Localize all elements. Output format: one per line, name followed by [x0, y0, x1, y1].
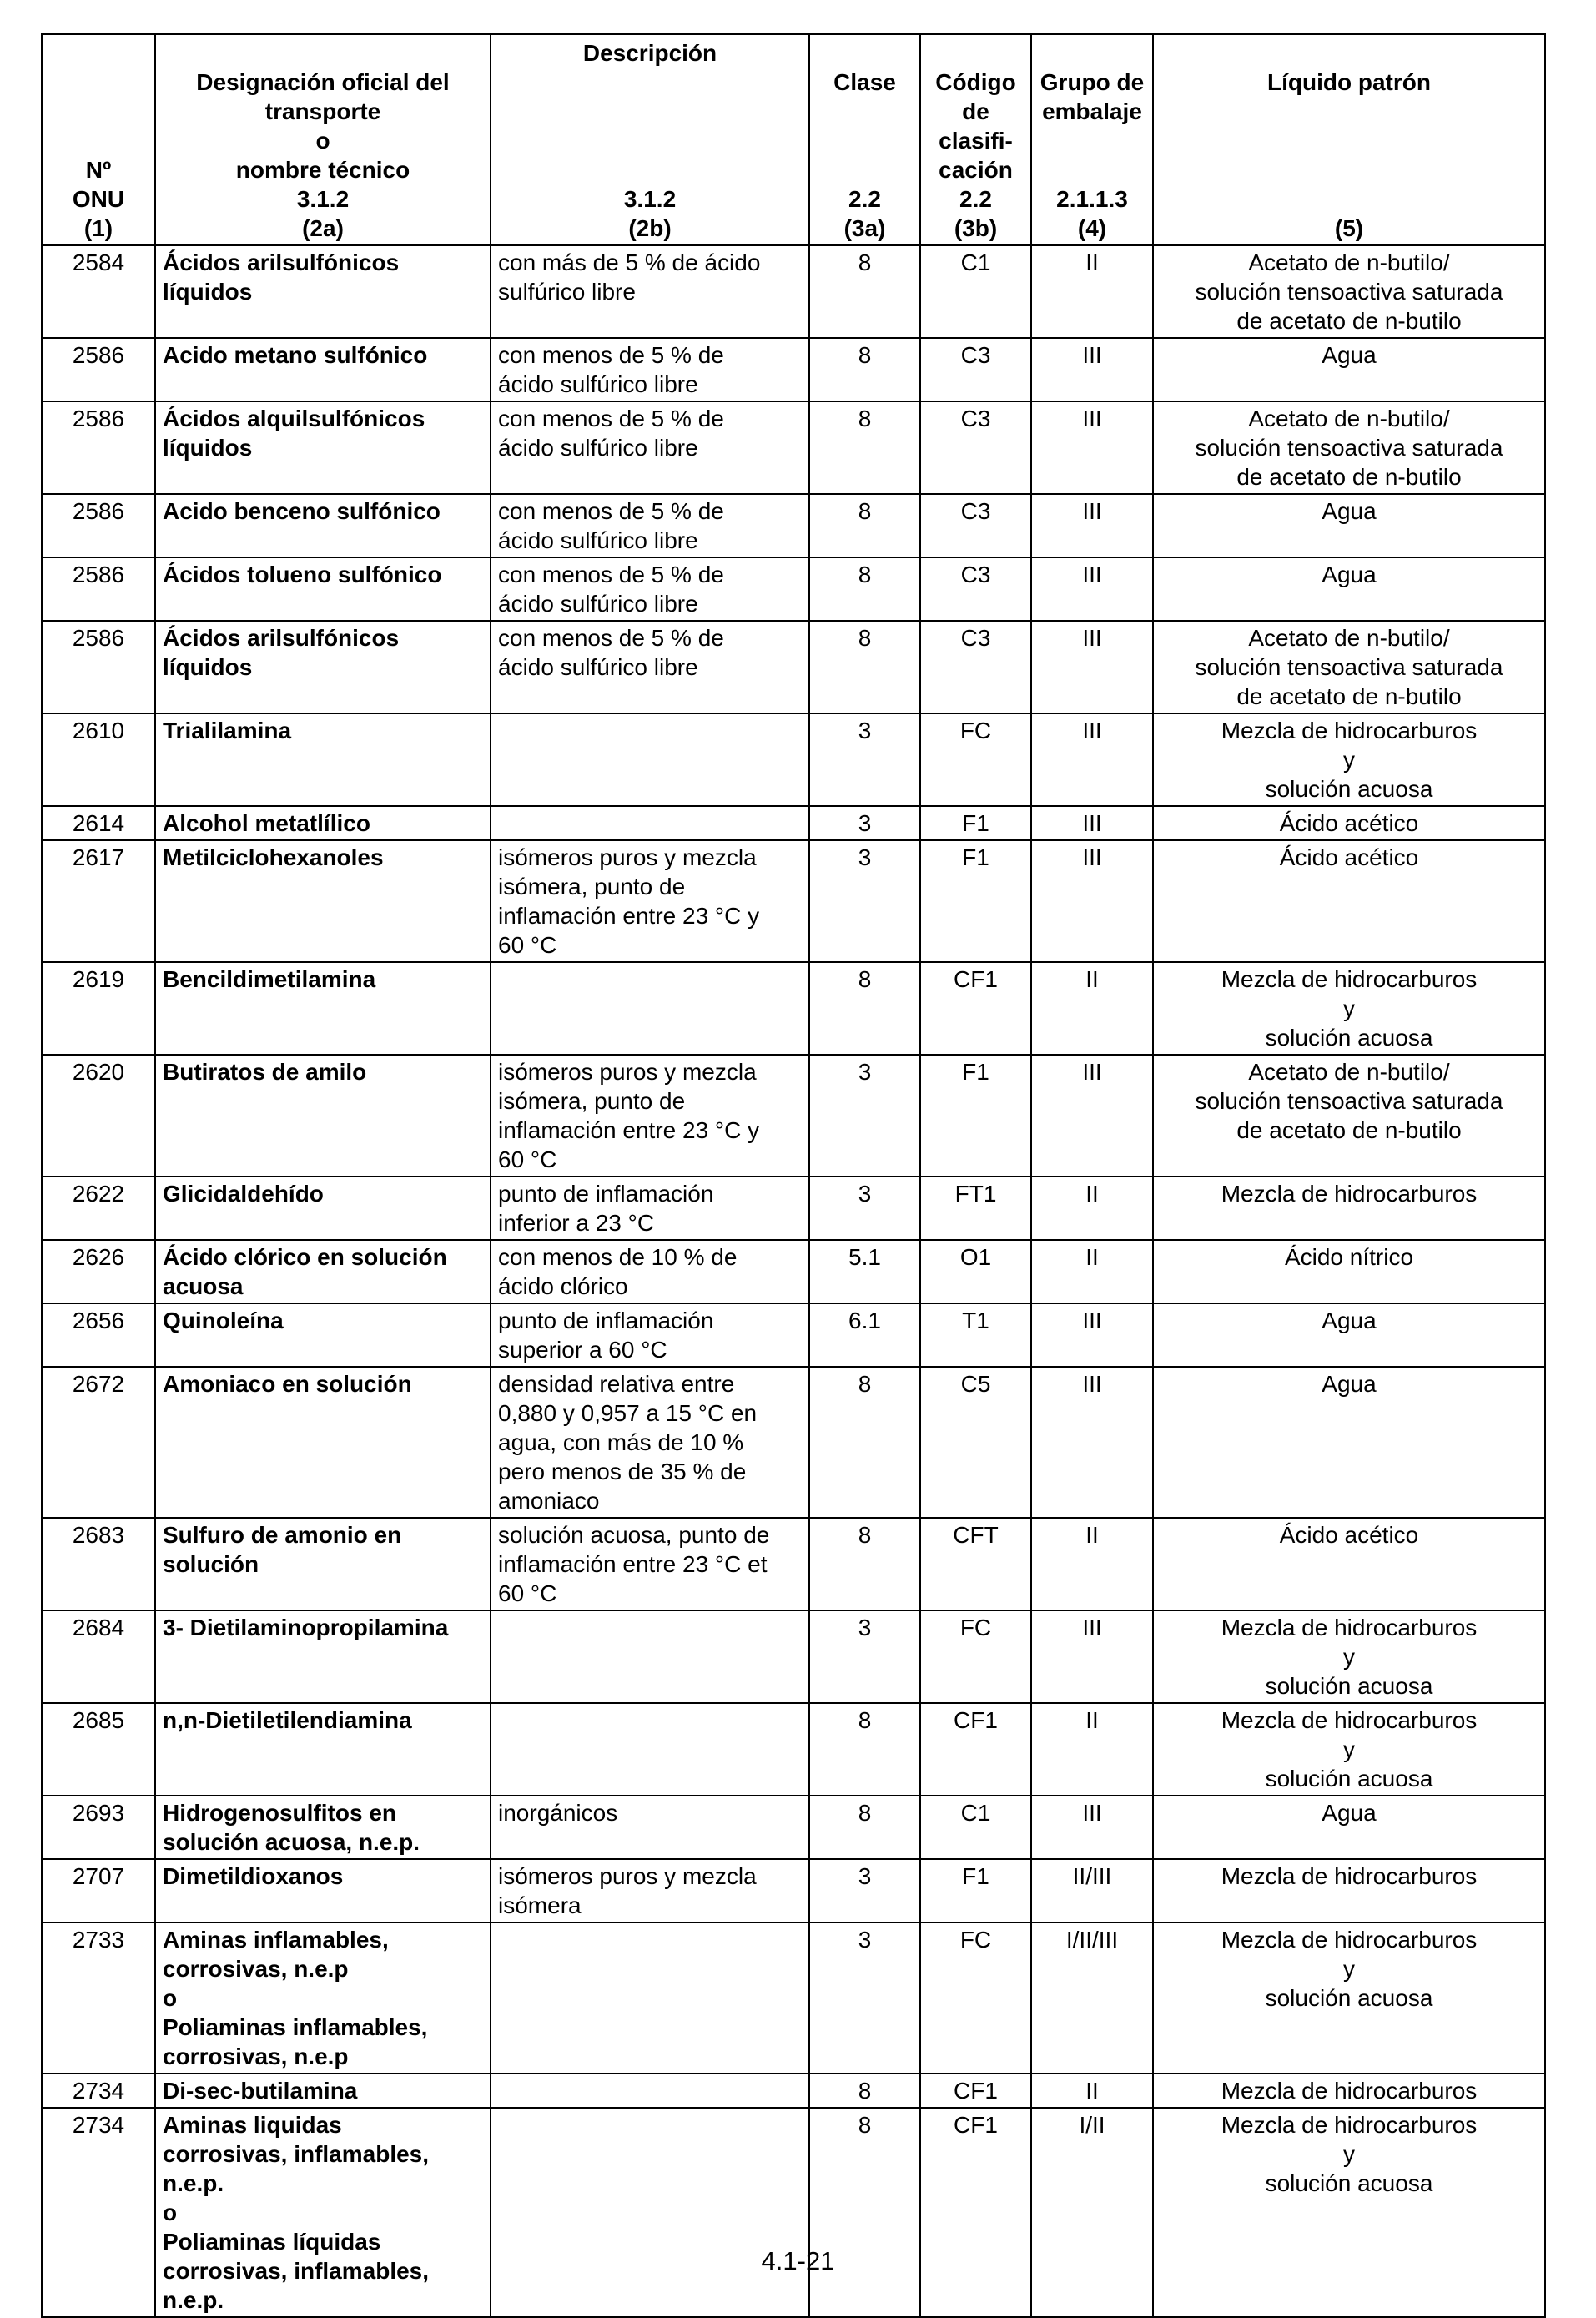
cell-standard-liquid: Agua	[1153, 494, 1545, 557]
cell-designation: Acido benceno sulfónico	[155, 494, 491, 557]
cell-classification-code: CF1	[920, 2074, 1031, 2108]
cell-un-number: 2707	[42, 1859, 155, 1922]
cell-description	[491, 1610, 809, 1703]
cell-class: 8	[809, 1796, 920, 1859]
header-classification-code	[920, 34, 1031, 245]
cell-packing-group: III	[1031, 713, 1153, 806]
cell-classification-code: CF1	[920, 962, 1031, 1055]
cell-class: 6.1	[809, 1303, 920, 1367]
cell-standard-liquid: Ácido acético	[1153, 806, 1545, 840]
header-reference: 2.2	[848, 186, 881, 212]
cell-packing-group: II	[1031, 1240, 1153, 1303]
cell-designation: Bencildimetilamina	[155, 962, 491, 1055]
table-body	[42, 245, 1545, 2317]
cell-packing-group: III	[1031, 840, 1153, 962]
cell-description: punto de inflamación superior a 60 °C	[491, 1303, 809, 1367]
cell-description	[491, 962, 809, 1055]
cell-packing-group: II	[1031, 962, 1153, 1055]
table-row	[42, 1703, 1545, 1796]
cell-un-number: 2656	[42, 1303, 155, 1367]
cell-class: 8	[809, 401, 920, 494]
cell-class: 8	[809, 1367, 920, 1518]
cell-standard-liquid: Agua	[1153, 1367, 1545, 1518]
cell-un-number: 2584	[42, 245, 155, 338]
cell-description: punto de inflamación inferior a 23 °C	[491, 1177, 809, 1240]
cell-class: 8	[809, 1518, 920, 1610]
cell-standard-liquid: Acetato de n-butilo/ solución tensoactiva saturada de acetato de n-butilo	[1153, 1055, 1545, 1177]
cell-classification-code: C3	[920, 494, 1031, 557]
cell-class: 8	[809, 245, 920, 338]
cell-standard-liquid: Agua	[1153, 1303, 1545, 1367]
cell-description	[491, 713, 809, 806]
cell-class: 3	[809, 1055, 920, 1177]
cell-classification-code: FC	[920, 1922, 1031, 2074]
cell-standard-liquid: Ácido nítrico	[1153, 1240, 1545, 1303]
cell-packing-group: II	[1031, 1518, 1153, 1610]
header-packing-group	[1031, 34, 1153, 245]
cell-designation: Ácidos arilsulfónicos líquidos	[155, 245, 491, 338]
cell-standard-liquid: Mezcla de hidrocarburos y solución acuosa	[1153, 1703, 1545, 1796]
cell-un-number: 2586	[42, 338, 155, 401]
table-row	[42, 2108, 1545, 2317]
cell-un-number: 2733	[42, 1922, 155, 2074]
header-column-number: (1)	[83, 215, 113, 241]
cell-description: con más de 5 % de ácido sulfúrico libre	[491, 245, 809, 338]
cell-designation: Metilciclohexanoles	[155, 840, 491, 962]
cell-description	[491, 2108, 809, 2317]
header-title: Clase	[833, 69, 896, 95]
header-column-number: (5)	[1334, 215, 1364, 241]
cell-un-number: 2684	[42, 1610, 155, 1703]
cell-standard-liquid: Mezcla de hidrocarburos y solución acuosa	[1153, 713, 1545, 806]
header-column-number: (2b)	[628, 215, 672, 241]
header-title: Código de clasifi- cación	[935, 69, 1016, 183]
cell-description: con menos de 5 % de ácido sulfúrico libre	[491, 621, 809, 713]
table-row	[42, 962, 1545, 1055]
cell-un-number: 2586	[42, 494, 155, 557]
cell-packing-group: III	[1031, 806, 1153, 840]
cell-standard-liquid: Mezcla de hidrocarburos y solución acuosa	[1153, 1922, 1545, 2074]
cell-class: 8	[809, 557, 920, 621]
cell-classification-code: FT1	[920, 1177, 1031, 1240]
header-onu	[42, 34, 155, 245]
cell-class: 3	[809, 1610, 920, 1703]
cell-un-number: 2586	[42, 557, 155, 621]
cell-un-number: 2586	[42, 401, 155, 494]
header-designation	[155, 34, 491, 245]
header-description	[491, 34, 809, 245]
cell-un-number: 2672	[42, 1367, 155, 1518]
header-title: Líquido patrón	[1267, 69, 1431, 95]
cell-un-number: 2685	[42, 1703, 155, 1796]
table-row	[42, 401, 1545, 494]
cell-packing-group: I/II	[1031, 2108, 1153, 2317]
table-row	[42, 840, 1545, 962]
cell-description: densidad relativa entre 0,880 y 0,957 a 15 °C en agua, con más de 10 % pero menos de 35 % de amoniaco	[491, 1367, 809, 1518]
cell-description	[491, 1703, 809, 1796]
cell-standard-liquid: Acetato de n-butilo/ solución tensoactiva saturada de acetato de n-butilo	[1153, 621, 1545, 713]
cell-classification-code: C1	[920, 1796, 1031, 1859]
cell-class: 3	[809, 713, 920, 806]
header-standard-liquid	[1153, 34, 1545, 245]
header-column-number: (3b)	[954, 215, 998, 241]
table-row	[42, 1367, 1545, 1518]
cell-designation: Ácidos tolueno sulfónico	[155, 557, 491, 621]
cell-standard-liquid: Acetato de n-butilo/ solución tensoactiva saturada de acetato de n-butilo	[1153, 245, 1545, 338]
cell-standard-liquid: Mezcla de hidrocarburos	[1153, 1177, 1545, 1240]
cell-designation: Ácidos arilsulfónicos líquidos	[155, 621, 491, 713]
header-reference: 2.1.1.3	[1056, 186, 1128, 212]
cell-designation: Aminas liquidas corrosivas, inflamables, n.e.p. o Poliaminas líquidas corrosivas, inflamables, n.e.p.	[155, 2108, 491, 2317]
cell-designation: Acido metano sulfónico	[155, 338, 491, 401]
cell-packing-group: III	[1031, 401, 1153, 494]
cell-class: 3	[809, 1922, 920, 2074]
cell-classification-code: C1	[920, 245, 1031, 338]
cell-packing-group: II	[1031, 245, 1153, 338]
cell-description: con menos de 5 % de ácido sulfúrico libre	[491, 494, 809, 557]
cell-packing-group: III	[1031, 557, 1153, 621]
cell-classification-code: C3	[920, 338, 1031, 401]
cell-standard-liquid: Mezcla de hidrocarburos y solución acuosa	[1153, 1610, 1545, 1703]
cell-class: 8	[809, 2074, 920, 2108]
header-column-number: (4)	[1077, 215, 1107, 241]
header-spacer	[1160, 97, 1538, 214]
cell-classification-code: F1	[920, 806, 1031, 840]
table-row	[42, 245, 1545, 338]
table-row	[42, 557, 1545, 621]
cell-description: isómeros puros y mezcla isómera, punto de inflamación entre 23 °C y 60 °C	[491, 1055, 809, 1177]
cell-classification-code: FC	[920, 1610, 1031, 1703]
cell-un-number: 2586	[42, 621, 155, 713]
table-row	[42, 2074, 1545, 2108]
cell-un-number: 2620	[42, 1055, 155, 1177]
header-title: Grupo de embalaje	[1040, 69, 1145, 124]
cell-standard-liquid: Mezcla de hidrocarburos y solución acuosa	[1153, 2108, 1545, 2317]
cell-class: 3	[809, 806, 920, 840]
page-number: 4.1-21	[761, 2246, 835, 2275]
cell-classification-code: O1	[920, 1240, 1031, 1303]
cell-un-number: 2734	[42, 2074, 155, 2108]
table-row	[42, 621, 1545, 713]
header-column-number: (2a)	[302, 215, 344, 241]
cell-classification-code: F1	[920, 840, 1031, 962]
cell-standard-liquid: Agua	[1153, 557, 1545, 621]
header-spacer	[817, 97, 913, 184]
cell-packing-group: III	[1031, 1796, 1153, 1859]
cell-designation: Ácidos alquilsulfónicos líquidos	[155, 401, 491, 494]
table-row	[42, 806, 1545, 840]
cell-designation: Aminas inflamables, corrosivas, n.e.p o Poliaminas inflamables, corrosivas, n.e.p	[155, 1922, 491, 2074]
table-row	[42, 1796, 1545, 1859]
header-spacer	[1039, 126, 1145, 184]
table-row	[42, 1610, 1545, 1703]
cell-un-number: 2614	[42, 806, 155, 840]
cell-classification-code: CF1	[920, 1703, 1031, 1796]
cell-classification-code: CF1	[920, 2108, 1031, 2317]
cell-un-number: 2617	[42, 840, 155, 962]
cell-packing-group: III	[1031, 1610, 1153, 1703]
cell-designation: Trialilamina	[155, 713, 491, 806]
cell-classification-code: FC	[920, 713, 1031, 806]
header-reference: 3.1.2	[623, 186, 677, 212]
cell-designation: Hidrogenosulfitos en solución acuosa, n.e.p.	[155, 1796, 491, 1859]
cell-description	[491, 1922, 809, 2074]
table-row	[42, 338, 1545, 401]
cell-description: inorgánicos	[491, 1796, 809, 1859]
cell-standard-liquid: Agua	[1153, 1796, 1545, 1859]
cell-packing-group: II	[1031, 1177, 1153, 1240]
cell-class: 3	[809, 840, 920, 962]
cell-packing-group: III	[1031, 1303, 1153, 1367]
cell-description	[491, 806, 809, 840]
cell-classification-code: CFT	[920, 1518, 1031, 1610]
cell-classification-code: F1	[920, 1055, 1031, 1177]
cell-description: con menos de 5 % de ácido sulfúrico libre	[491, 401, 809, 494]
cell-designation: Quinoleína	[155, 1303, 491, 1367]
cell-class: 8	[809, 338, 920, 401]
cell-designation: n,n-Dietiletilendiamina	[155, 1703, 491, 1796]
cell-packing-group: II	[1031, 1703, 1153, 1796]
table-row	[42, 1859, 1545, 1922]
cell-packing-group: III	[1031, 621, 1153, 713]
table-row	[42, 713, 1545, 806]
cell-un-number: 2693	[42, 1796, 155, 1859]
table-row	[42, 1922, 1545, 2074]
cell-description: con menos de 10 % de ácido clórico	[491, 1240, 809, 1303]
header-spacer	[498, 68, 802, 184]
cell-designation: Glicidaldehído	[155, 1177, 491, 1240]
cell-designation: Dimetildioxanos	[155, 1859, 491, 1922]
header-column-number: (3a)	[843, 215, 886, 241]
cell-class: 8	[809, 962, 920, 1055]
cell-un-number: 2626	[42, 1240, 155, 1303]
cell-class: 3	[809, 1177, 920, 1240]
cell-un-number: 2622	[42, 1177, 155, 1240]
table-row	[42, 1177, 1545, 1240]
cell-class: 8	[809, 2108, 920, 2317]
cell-designation: 3- Dietilaminopropilamina	[155, 1610, 491, 1703]
table-row	[42, 494, 1545, 557]
header-reference: 3.1.2	[296, 186, 350, 212]
cell-packing-group: III	[1031, 338, 1153, 401]
cell-description: isómeros puros y mezcla isómera	[491, 1859, 809, 1922]
cell-packing-group: III	[1031, 1055, 1153, 1177]
header-reference: 2.2	[959, 186, 992, 212]
cell-description: isómeros puros y mezcla isómera, punto de inflamación entre 23 °C y 60 °C	[491, 840, 809, 962]
header-title: Descripción	[582, 40, 717, 66]
cell-class: 8	[809, 1703, 920, 1796]
cell-designation: Sulfuro de amonio en solución	[155, 1518, 491, 1610]
cell-description: con menos de 5 % de ácido sulfúrico libre	[491, 557, 809, 621]
cell-designation: Di-sec-butilamina	[155, 2074, 491, 2108]
cell-packing-group: I/II/III	[1031, 1922, 1153, 2074]
cell-standard-liquid: Mezcla de hidrocarburos y solución acuosa	[1153, 962, 1545, 1055]
cell-description: solución acuosa, punto de inflamación entre 23 °C et 60 °C	[491, 1518, 809, 1610]
cell-packing-group: II	[1031, 2074, 1153, 2108]
cell-designation: Butiratos de amilo	[155, 1055, 491, 1177]
cell-classification-code: C3	[920, 621, 1031, 713]
cell-un-number: 2734	[42, 2108, 155, 2317]
cell-designation: Alcohol metatlílico	[155, 806, 491, 840]
cell-designation: Ácido clórico en solución acuosa	[155, 1240, 491, 1303]
table-row	[42, 1055, 1545, 1177]
cell-packing-group: II/III	[1031, 1859, 1153, 1922]
header-row	[42, 34, 1545, 245]
cell-standard-liquid: Agua	[1153, 338, 1545, 401]
cell-un-number: 2683	[42, 1518, 155, 1610]
cell-standard-liquid: Ácido acético	[1153, 840, 1545, 962]
table-row	[42, 1518, 1545, 1610]
cell-packing-group: III	[1031, 494, 1153, 557]
cell-un-number: 2619	[42, 962, 155, 1055]
table-row	[42, 1240, 1545, 1303]
dangerous-goods-table	[41, 33, 1546, 2318]
cell-standard-liquid: Acetato de n-butilo/ solución tensoactiva saturada de acetato de n-butilo	[1153, 401, 1545, 494]
cell-classification-code: C3	[920, 557, 1031, 621]
cell-standard-liquid: Mezcla de hidrocarburos	[1153, 1859, 1545, 1922]
cell-designation: Amoniaco en solución	[155, 1367, 491, 1518]
cell-class: 8	[809, 494, 920, 557]
header-class	[809, 34, 920, 245]
cell-classification-code: C5	[920, 1367, 1031, 1518]
cell-classification-code: T1	[920, 1303, 1031, 1367]
cell-standard-liquid: Mezcla de hidrocarburos	[1153, 2074, 1545, 2108]
cell-class: 8	[809, 621, 920, 713]
cell-standard-liquid: Ácido acético	[1153, 1518, 1545, 1610]
cell-classification-code: F1	[920, 1859, 1031, 1922]
cell-class: 5.1	[809, 1240, 920, 1303]
cell-classification-code: C3	[920, 401, 1031, 494]
cell-description: con menos de 5 % de ácido sulfúrico libre	[491, 338, 809, 401]
cell-packing-group: III	[1031, 1367, 1153, 1518]
header-title: Designación oficial del transporte o nombre técnico	[196, 69, 450, 183]
table-row	[42, 1303, 1545, 1367]
header-title: Nº ONU	[72, 157, 125, 212]
cell-description	[491, 2074, 809, 2108]
cell-un-number: 2610	[42, 713, 155, 806]
cell-class: 3	[809, 1859, 920, 1922]
